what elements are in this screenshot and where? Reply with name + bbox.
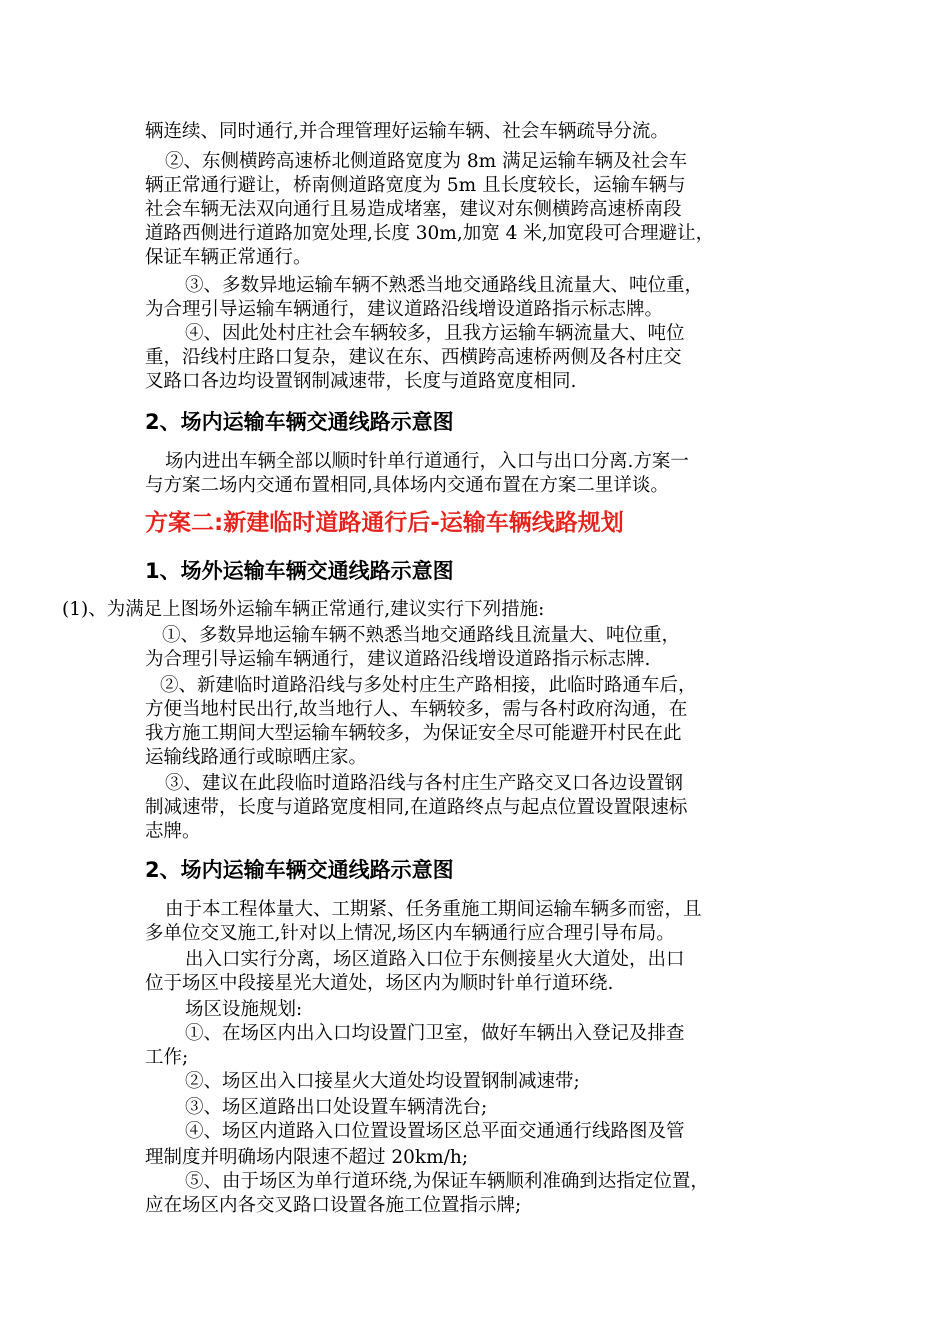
paragraph-line: ①、在场区内出入口均设置门卫室，做好车辆出入登记及排查 [185, 1023, 685, 1044]
paragraph-line: 位于场区中段接星光大道处，场区内为顺时针单行道环绕. [145, 973, 614, 994]
paragraph-line: 场区设施规划: [185, 999, 303, 1020]
paragraph-line: 方便当地村民出行,故当地行人、车辆较多，需与各村政府沟通，在 [145, 699, 688, 720]
paragraph-line: 场内进出车辆全部以顺时针单行道通行，入口与出口分离.方案一 [165, 451, 689, 472]
section-heading: 2、场内运输车辆交通线路示意图 [145, 858, 454, 882]
paragraph-line: 为合理引导运输车辆通行，建议道路沿线增设道路指示标志牌. [145, 649, 651, 670]
paragraph-line: 社会车辆无法双向通行且易造成堵塞，建议对东侧横跨高速桥南段 [145, 199, 682, 220]
paragraph-line: 志牌。 [145, 821, 201, 842]
paragraph-line: 重，沿线村庄路口复杂，建议在东、西横跨高速桥两侧及各村庄交 [145, 347, 682, 368]
paragraph-line: 道路西侧进行道路加宽处理,长度 30m,加宽 4 米,加宽段可合理避让， [145, 223, 715, 244]
paragraph-line: 与方案二场内交通布置相同,具体场内交通布置在方案二里详谈。 [145, 475, 669, 496]
paragraph-line: 理制度并明确场内限速不超过 20km/h; [145, 1147, 469, 1168]
paragraph-line: 辆连续、同时通行,并合理管理好运输车辆、社会车辆疏导分流。 [145, 121, 669, 142]
paragraph-line: ④、因此处村庄社会车辆较多，且我方运输车辆流量大、吨位 [185, 323, 685, 344]
paragraph-line: 为合理引导运输车辆通行，建议道路沿线增设道路指示标志牌。 [145, 299, 664, 320]
paragraph-line: 保证车辆正常通行。 [145, 247, 312, 268]
paragraph-line: ①、多数异地运输车辆不熟悉当地交通路线且流量大、吨位重， [162, 625, 681, 646]
paragraph-line: ③、多数异地运输车辆不熟悉当地交通路线且流量大、吨位重， [185, 275, 704, 296]
paragraph-line: 叉路口各边均设置钢制减速带，长度与道路宽度相同. [145, 371, 577, 392]
paragraph-line: ④、场区内道路入口位置设置场区总平面交通通行线路图及管 [185, 1121, 685, 1142]
paragraph-line: 我方施工期间大型运输车辆较多，为保证安全尽可能避开村民在此 [145, 723, 682, 744]
paragraph-line: (1)、为满足上图场外运输车辆正常通行,建议实行下列措施: [62, 599, 545, 620]
section-heading: 1、场外运输车辆交通线路示意图 [145, 559, 454, 583]
paragraph-line: ②、场区出入口接星火大道处均设置钢制减速带; [185, 1071, 580, 1092]
paragraph-line: 制减速带，长度与道路宽度相同,在道路终点与起点位置设置限速标 [145, 797, 688, 818]
paragraph-line: 多单位交叉施工,针对以上情况,场区内车辆通行应合理引导布局。 [145, 923, 675, 944]
paragraph-line: 由于本工程体量大、工期紧、任务重施工期间运输车辆多而密，且 [165, 899, 702, 920]
paragraph-line: 出入口实行分离，场区道路入口位于东侧接星火大道处，出口 [185, 949, 685, 970]
paragraph-line: 辆正常通行避让，桥南侧道路宽度为 5m 且长度较长，运输车辆与 [145, 175, 686, 196]
plan-two-heading: 方案二:新建临时道路通行后-运输车辆线路规划 [145, 510, 624, 536]
paragraph-line: ③、建议在此段临时道路沿线与各村庄生产路交叉口各边设置钢 [165, 773, 684, 794]
paragraph-line: ③、场区道路出口处设置车辆清洗台; [185, 1097, 488, 1118]
paragraph-line: ⑤、由于场区为单行道环绕,为保证车辆顺利准确到达指定位置， [185, 1171, 709, 1192]
paragraph-line: ②、新建临时道路沿线与多处村庄生产路相接，此临时路通车后， [160, 675, 697, 696]
paragraph-line: ②、东侧横跨高速桥北侧道路宽度为 8m 满足运输车辆及社会车 [165, 151, 688, 172]
paragraph-line: 工作; [145, 1047, 189, 1068]
paragraph-line: 应在场区内各交叉路口设置各施工位置指示牌; [145, 1195, 522, 1216]
paragraph-line: 运输线路通行或晾晒庄家。 [145, 747, 368, 768]
section-heading: 2、场内运输车辆交通线路示意图 [145, 410, 454, 434]
